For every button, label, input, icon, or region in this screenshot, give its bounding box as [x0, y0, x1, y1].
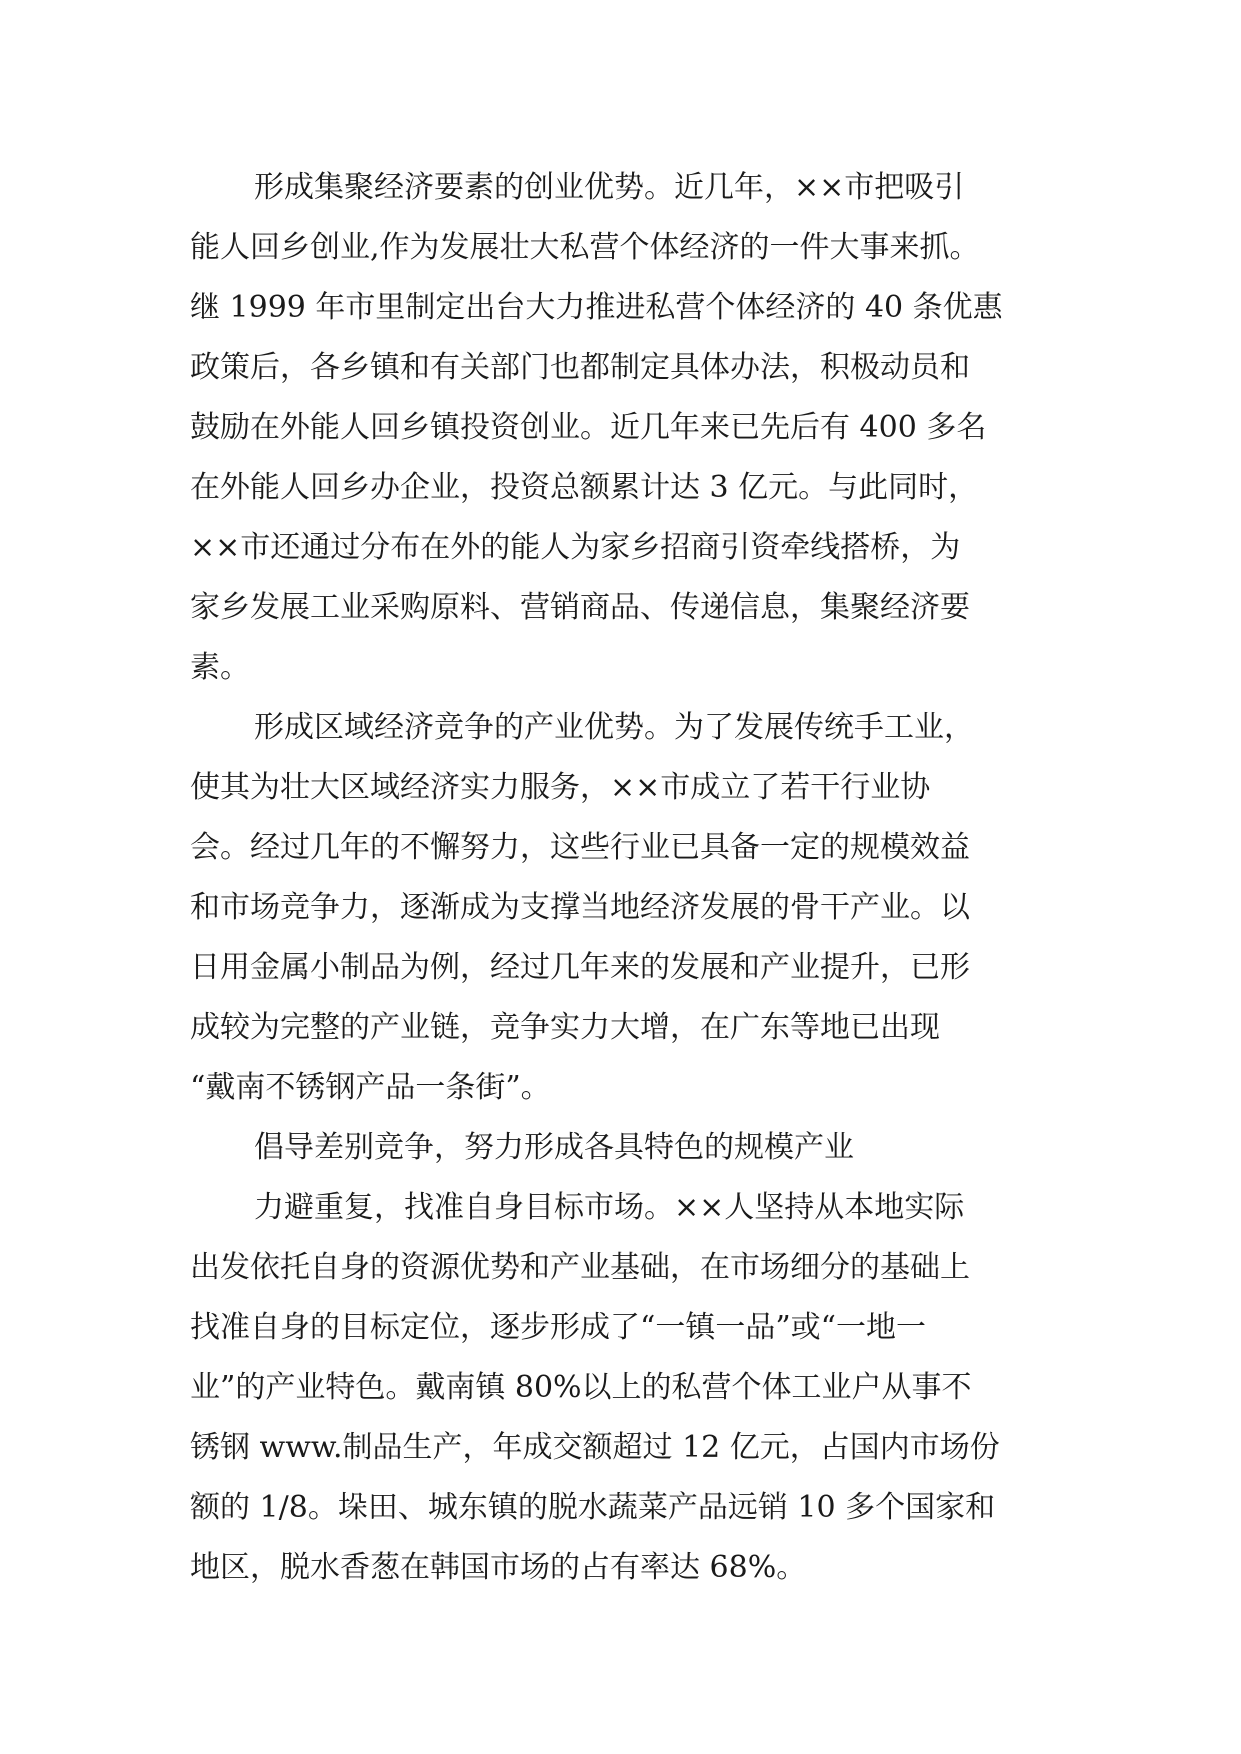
paragraph-2-line-4: 和市场竞争力，逐渐成为支撑当地经济发展的骨干产业。以 — [190, 890, 970, 925]
document-body — [190, 158, 1090, 1598]
section-heading: 倡导差别竞争，努力形成各具特色的规模产业 — [254, 1130, 854, 1165]
paragraph-3-line-3: 找准自身的目标定位，逐步形成了“一镇一品”或“一地一 — [190, 1310, 927, 1345]
paragraph-2-line-5: 日用金属小制品为例，经过几年来的发展和产业提升，已形 — [190, 950, 970, 985]
paragraph-1-line-5: 鼓励在外能人回乡镇投资创业。近几年来已先后有 400 多名 — [190, 410, 987, 445]
paragraph-3-line-2: 出发依托自身的资源优势和产业基础，在市场细分的基础上 — [190, 1250, 970, 1285]
paragraph-3-line-7: 地区，脱水香葱在韩国市场的占有率达 68%。 — [190, 1550, 807, 1585]
paragraph-2-line-7: “戴南不锈钢产品一条街”。 — [190, 1070, 551, 1105]
paragraph-2-line-1: 形成区域经济竞争的产业优势。为了发展传统手工业， — [254, 710, 974, 745]
paragraph-3-line-5: 锈钢 www.制品生产，年成交额超过 12 亿元，占国内市场份 — [190, 1430, 1000, 1465]
paragraph-2-line-6: 成较为完整的产业链，竞争实力大增，在广东等地已出现 — [190, 1010, 940, 1045]
paragraph-1-line-2: 能人回乡创业,作为发展壮大私营个体经济的一件大事来抓。 — [190, 230, 980, 265]
paragraph-1-line-8: 家乡发展工业采购原料、营销商品、传递信息，集聚经济要 — [190, 590, 970, 625]
paragraph-2-line-3: 会。经过几年的不懈努力，这些行业已具备一定的规模效益 — [190, 830, 970, 865]
paragraph-1-line-9: 素。 — [190, 650, 250, 685]
paragraph-1-line-6: 在外能人回乡办企业，投资总额累计达 3 亿元。与此同时， — [190, 470, 979, 505]
paragraph-1-line-4: 政策后，各乡镇和有关部门也都制定具体办法，积极动员和 — [190, 350, 970, 385]
paragraph-3-line-1: 力避重复，找准自身目标市场。××人坚持从本地实际 — [254, 1190, 965, 1225]
paragraph-1-line-7: ××市还通过分布在外的能人为家乡招商引资牵线搭桥，为 — [190, 530, 961, 565]
paragraph-3-line-4: 业”的产业特色。戴南镇 80%以上的私营个体工业户从事不 — [190, 1370, 972, 1405]
paragraph-2-line-2: 使其为壮大区域经济实力服务，××市成立了若干行业协 — [190, 770, 931, 805]
paragraph-1-line-1: 形成集聚经济要素的创业优势。近几年，××市把吸引 — [254, 170, 965, 205]
paragraph-3-line-6: 额的 1/8。垛田、城东镇的脱水蔬菜产品远销 10 多个国家和 — [190, 1490, 996, 1525]
paragraph-1-line-3: 继 1999 年市里制定出台大力推进私营个体经济的 40 条优惠 — [190, 290, 1003, 325]
